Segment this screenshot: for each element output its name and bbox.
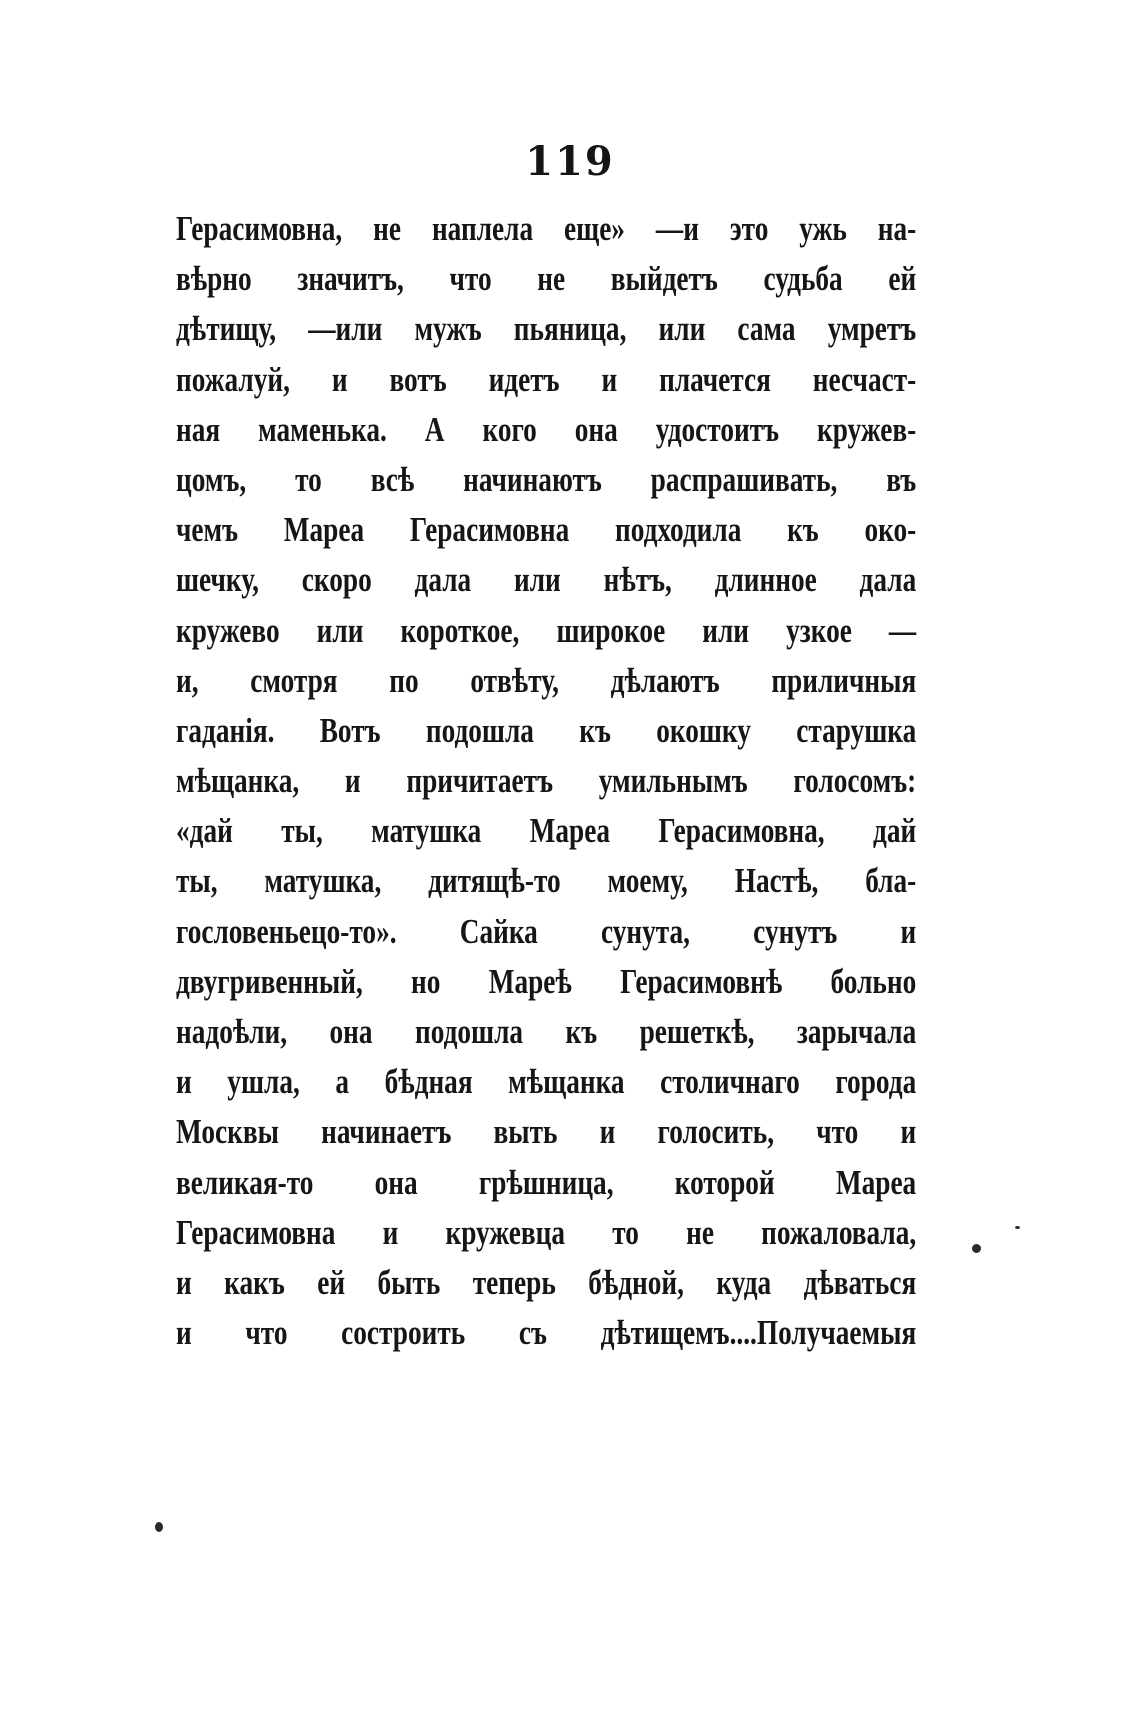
- text-line: ная маменька. А кого она удостоитъ кружев-: [176, 409, 917, 449]
- text-line: дѣтищу, —или мужъ пьяница, или сама умретъ: [176, 309, 917, 349]
- text-line: мѣщанка, и причитаетъ умильнымъ голосомъ:: [176, 761, 917, 801]
- text-line: надоѣли, она подошла къ решеткѣ, зарычала: [176, 1012, 917, 1051]
- text-line: кружево или короткое, широкое или узкое —: [176, 610, 917, 650]
- ink-speck: [155, 1522, 163, 1532]
- text-line: шечку, скоро дала или нѣтъ, длинное дала: [176, 560, 917, 600]
- text-line: ты, матушка, дитящѣ-то моему, Настѣ, бла-: [176, 861, 917, 901]
- text-line: «дай ты, матушка Мареа Герасимовна, дай: [176, 811, 917, 851]
- text-line: великая-то она грѣшница, которой Мареа: [176, 1162, 917, 1202]
- text-line: и ушла, а бѣдная мѣщанка столичнаго города: [176, 1062, 917, 1102]
- text-line: Герасимовна и кружевца то не пожаловала,: [176, 1212, 917, 1252]
- text-line: гословеньецо-то». Сайка сунута, сунутъ и: [176, 911, 917, 951]
- text-line: Герасимовна, не наплела еще» —и это ужь на-: [176, 209, 917, 248]
- ink-speck: [1015, 1226, 1020, 1229]
- text-line: гаданія. Вотъ подошла къ окошку старушка: [176, 710, 917, 750]
- text-line: вѣрно значитъ, что не выйдетъ судьба ей: [176, 259, 917, 299]
- text-line: двугривенный, но Мареѣ Герасимовнѣ больно: [176, 961, 917, 1001]
- text-line: цомъ, то всѣ начинаютъ распрашивать, въ: [176, 459, 917, 499]
- text-line: чемъ Мареа Герасимовна подходила къ око-: [176, 510, 917, 550]
- ink-speck: [972, 1244, 981, 1253]
- text-line: и какъ ей быть теперь бѣдной, куда дѣваться: [176, 1262, 917, 1302]
- body-text: [176, 204, 916, 1358]
- page-number: 119: [525, 138, 615, 185]
- text-line: Москвы начинаетъ выть и голосить, что и: [176, 1112, 917, 1152]
- text-line: и что состроить съ дѣтищемъ....Получаемыя: [176, 1313, 917, 1353]
- text-line: и, смотря по отвѣту, дѣлаютъ приличныя: [176, 660, 917, 700]
- text-line: пожалуй, и вотъ идетъ и плачется несчаст-: [176, 359, 917, 399]
